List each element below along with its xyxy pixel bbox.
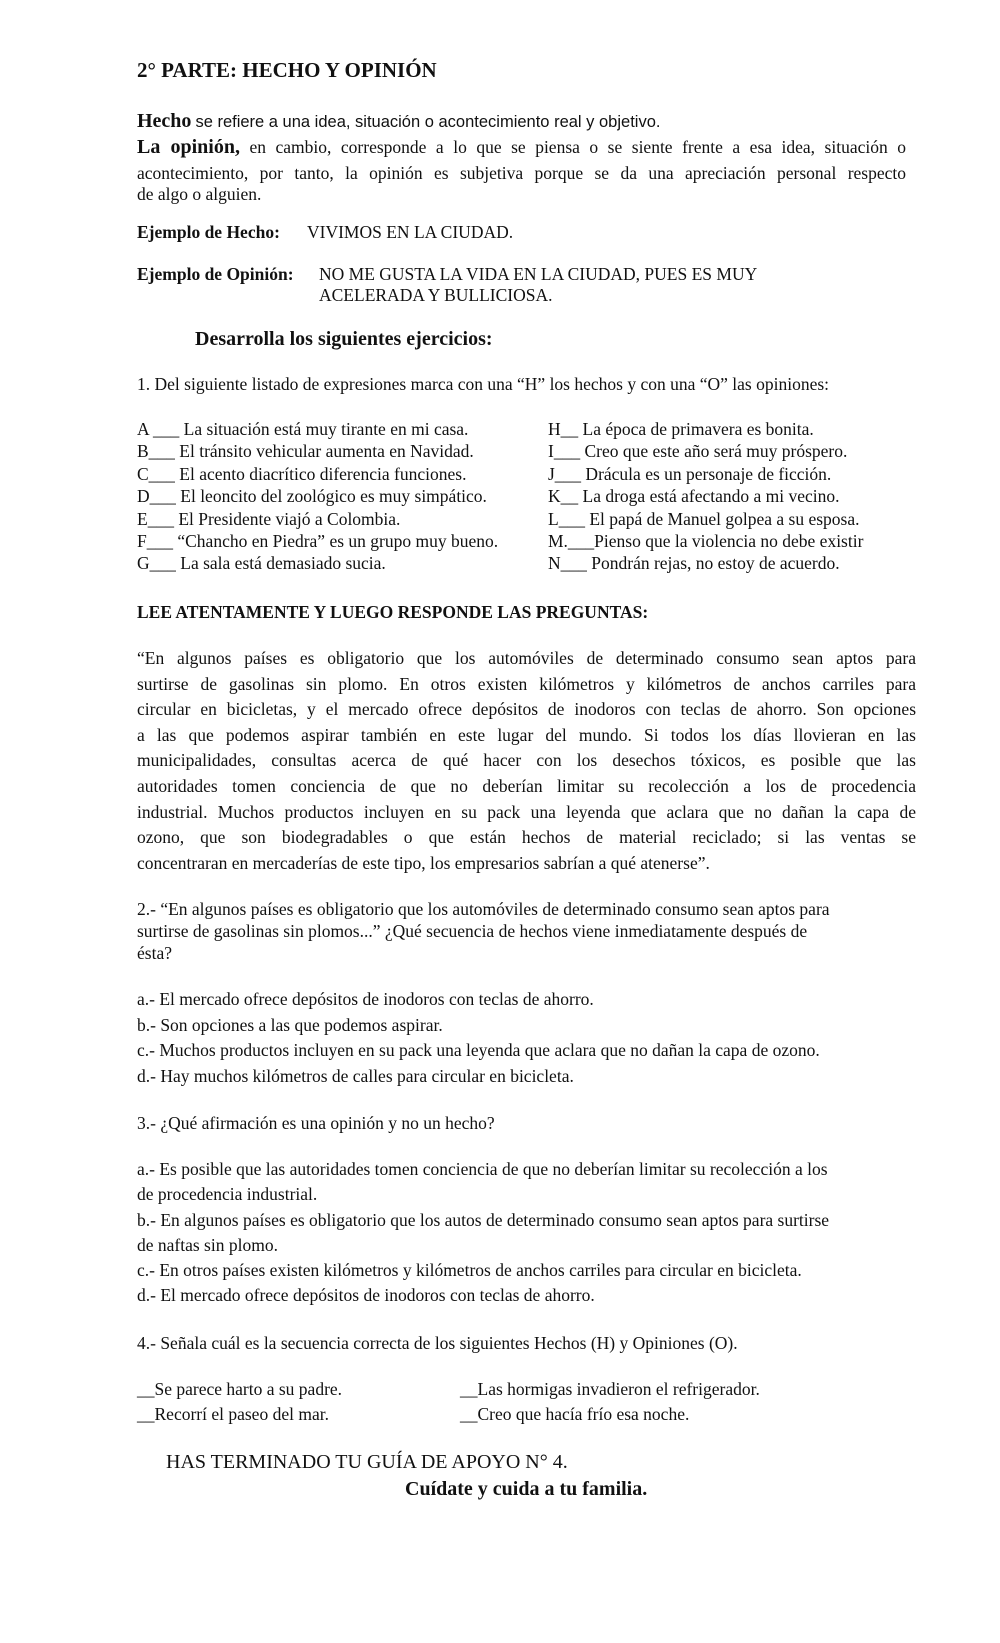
passage-line: concentraran en mercaderías de este tipo, los empresarios sabrían a qué atenerse”. [137, 852, 710, 873]
passage-line: a las que podemos aspirar también en este lugar del mundo. Si todos los días llovieran en las [137, 724, 916, 745]
opinion-example-value-1: NO ME GUSTA LA VIDA EN LA CIUDAD, PUES ES MUY [319, 264, 758, 284]
q2-option: c.- Muchos productos incluyen en su pack una leyenda que aclara que no dañan la capa de ozono. [137, 1040, 820, 1060]
exercises-heading: Desarrolla los siguientes ejercicios: [195, 328, 493, 350]
q1-item: G___ La sala está demasiado sucia. [137, 553, 386, 574]
passage-line: industrial. Muchos productos incluyen en su pack una leyenda que aclara que no dañan la capa de [137, 801, 916, 822]
q3-option-line: b.- En algunos países es obligatorio que los autos de determinado consumo sean aptos para surtirse [137, 1209, 830, 1230]
passage-line: circular en bicicletas, y el mercado ofrece depósitos de inodoros con teclas de ahorro. Son opciones [137, 699, 916, 720]
q3-prompt: 3.- ¿Qué afirmación es una opinión y no un hecho? [137, 1113, 495, 1133]
reading-heading: LEE ATENTAMENTE Y LUEGO RESPONDE LAS PREGUNTAS: [137, 602, 649, 622]
q1-item: F___ “Chancho en Piedra” es un grupo muy bueno. [137, 531, 499, 552]
q1-item: K__ La droga está afectando a mi vecino. [548, 486, 840, 507]
q2-prompt-line: surtirse de gasolinas sin plomos...” ¿Qué secuencia de hechos viene inmediatamente después de [137, 921, 808, 941]
passage-line: ozono, que son biodegradables o que están hechos de material reciclado; si las ventas se [137, 827, 916, 848]
q4-left-list [137, 1377, 342, 1427]
q1-item: L___ El papá de Manuel golpea a su esposa. [548, 508, 860, 529]
q2-option: a.- El mercado ofrece depósitos de inodoros con teclas de ahorro. [137, 989, 594, 1009]
q2-options [137, 987, 820, 1089]
q4-item: __Recorrí el paseo del mar. [137, 1404, 329, 1424]
closing-farewell: Cuídate y cuida a tu familia. [405, 1478, 648, 1500]
hecho-example-label: Ejemplo de Hecho: [137, 222, 280, 242]
q1-item: E___ El Presidente viajó a Colombia. [137, 508, 401, 529]
q2-prompt [137, 898, 830, 964]
q4-item: __Se parece harto a su padre. [137, 1379, 343, 1399]
closing-line: HAS TERMINADO TU GUÍA DE APOYO N° 4. [166, 1451, 568, 1473]
q1-item: M.___Pienso que la violencia no debe existir [548, 531, 864, 552]
hecho-definition [137, 110, 660, 133]
q1-item: H__ La época de primavera es bonita. [548, 419, 814, 439]
q4-item: __Creo que hacía frío esa noche. [460, 1404, 690, 1424]
opinion-definition-line3: de algo o alguien. [137, 184, 262, 204]
q1-item: A ___ La situación está muy tirante en mi casa. [137, 419, 469, 439]
q4-item: __Las hormigas invadieron el refrigerador. [460, 1379, 760, 1399]
passage-line: autoridades tomen conciencia de que no deberían limitar su recolección a los de procedencia [137, 775, 916, 796]
opinion-example-value-2: ACELERADA Y BULLICIOSA. [319, 285, 553, 305]
opinion-example-label: Ejemplo de Opinión: [137, 264, 294, 284]
q4-prompt: 4.- Señala cuál es la secuencia correcta de los siguientes Hechos (H) y Opiniones (O). [137, 1333, 738, 1353]
q3-option-line: de procedencia industrial. [137, 1184, 318, 1205]
opinion-term: La opinión, [137, 136, 240, 158]
q1-item: B___ El tránsito vehicular aumenta en Navidad. [137, 441, 474, 462]
q1-item: I___ Creo que este año será muy próspero. [548, 441, 848, 462]
q1-prompt: 1. Del siguiente listado de expresiones marca con una “H” los hechos y con una “O” las opiniones: [137, 374, 830, 394]
hecho-term: Hecho [137, 110, 192, 132]
q3-option-line: d.- El mercado ofrece depósitos de inodoros con teclas de ahorro. [137, 1285, 595, 1306]
q2-option: b.- Son opciones a las que podemos aspirar. [137, 1014, 443, 1035]
hecho-text: se refiere a una idea, situación o acontecimiento real y objetivo. [195, 113, 661, 131]
q2-prompt-line: ésta? [137, 943, 172, 963]
q3-option-line: a.- Es posible que las autoridades tomen conciencia de que no deberían limitar su recolección a los [137, 1159, 828, 1179]
q1-item: N___ Pondrán rejas, no estoy de acuerdo. [548, 553, 840, 574]
hecho-example-value: VIVIMOS EN LA CIUDAD. [307, 222, 514, 242]
q1-item: D___ El leoncito del zoológico es muy simpático. [137, 486, 487, 507]
opinion-text-1: en cambio, corresponde a lo que se piensa o se siente frente a esa idea, situación o [249, 137, 907, 157]
q3-options [137, 1157, 829, 1309]
q1-item: C___ El acento diacrítico diferencia funciones. [137, 463, 467, 484]
q2-option: d.- Hay muchos kilómetros de calles para circular en bicicleta. [137, 1065, 574, 1086]
passage-line: “En algunos países es obligatorio que los automóviles de determinado consumo sean aptos para [137, 648, 916, 668]
q3-option-line: c.- En otros países existen kilómetros y kilómetros de anchos carriles para circular en bicicleta. [137, 1260, 802, 1281]
q1-right-list [548, 418, 863, 575]
q3-option-line: de naftas sin plomo. [137, 1234, 278, 1255]
q2-prompt-line: 2.- “En algunos países es obligatorio que los automóviles de determinado consumo sean aptos para [137, 899, 830, 919]
opinion-definition-line1 [137, 137, 906, 158]
section-title: 2° PARTE: HECHO Y OPINIÓN [137, 58, 437, 82]
reading-passage [137, 646, 916, 876]
q1-item: J___ Drácula es un personaje de ficción. [548, 463, 832, 484]
q1-left-list [137, 418, 498, 575]
passage-line: surtirse de gasolinas sin plomo. En otros existen kilómetros y kilómetros de anchos carriles para [137, 673, 916, 694]
opinion-definition-line2: acontecimiento, por tanto, la opinión es subjetiva porque se da una apreciación personal respecto [137, 163, 906, 183]
passage-line: municipalidades, consultas acerca de qué hacer con los desechos tóxicos, es posible que las [137, 750, 916, 771]
q4-right-list [460, 1377, 760, 1427]
